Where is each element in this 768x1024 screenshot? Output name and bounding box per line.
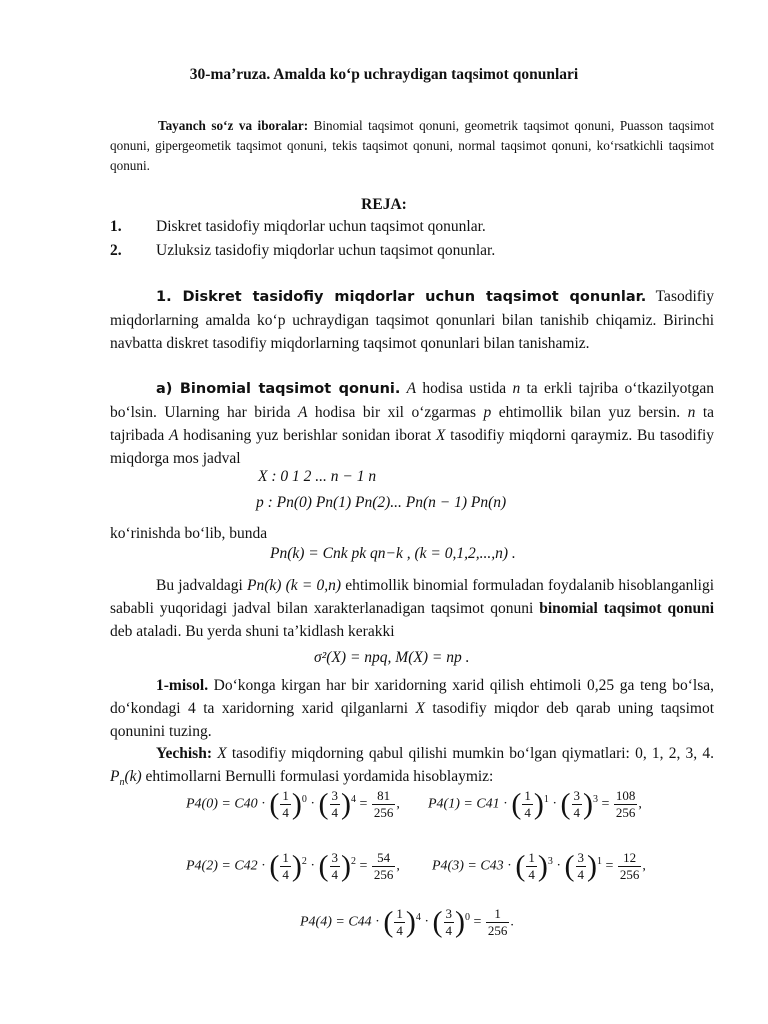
calc-p4-1: P4(1) = C41 · ( $\frac{1}{4}$ )$^1$ · ( $\frac{3}{4}$ )$^3$ = $\frac{108}{256}$ , — [428, 787, 642, 821]
denominator: 256 — [373, 805, 394, 820]
binomial-paragraph: a) Binomial taqsimot qonuni. A hodisa ustida n ta erkli tajriba o‘tkazilyotgan bo‘lsin. Ularning har birida A hodisa bir xil o‘zgarmas p ehtimollik bilan yuz bersin. n ta tajribada A hodisaning yuz berishlar sonidan iborat X tasodifiy miqdorni qaraymiz. Bu tasodifiy miqdorga mos jadval — [110, 380, 715, 467]
denominator: 256 — [619, 867, 640, 882]
distribution-table-p-row: p : Pn(0) Pn(1) Pn(2)... Pn(n − 1) Pn(n) — [256, 494, 507, 511]
numerator: 12 — [618, 850, 642, 867]
section1-text: Tasodifiy miqdorlarning amalda ko‘p uchraydigan taqsimot qonunlari bilan tanishib chiqamiz. Birinchi navbatta diskret tasodifiy miqdorlarning taqsimot qonunlari bilan tanishamiz. — [110, 288, 714, 352]
lecture-title: 30-ma’ruza. Amalda ko‘p uchraydigan taqsimot qonunlari — [189, 66, 579, 83]
text-span: Do‘konga kirgan har bir xaridorning xarid qilish ehtimoli 0,25 ga teng bo‘lsa, do‘kondagi 4 ta xaridorning xarid qilganlarni — [110, 677, 714, 717]
text-span: tasodifiy miqdorning qabul qilishi mumkin bo‘lgan qiymatlari: 0, 1, 2, 3, 4. — [231, 745, 714, 762]
calc-lhs: P4(2) = C42 — [186, 858, 258, 874]
text-span: hodisa ustida — [422, 380, 507, 397]
calc-p4-3: P4(3) = C43 · ( $\frac{1}{4}$ )$^3$ · ( $\frac{3}{4}$ )$^1$ = $\frac{12}{256}$ , — [432, 849, 646, 883]
solution-label: Yechish: — [156, 745, 212, 762]
text-span: ehtimollik binomial formuladan foydalanib hisoblanganligi sababli yuqoridagi jadval bilan xarakterlanadigan taqsimot qonuni — [110, 577, 715, 617]
plan-item-text: Diskret tasidofiy miqdorlar uchun taqsimot qonunlar. — [156, 218, 486, 235]
keywords-text: Binomial taqsimot qonuni, geometrik taqsimot qonuni, Puasson taqsimot qonuni, gipergeometik taqsimot qonuni, tekis taqsimot qonuni, normal taqsimot qonuni, ko‘rsatkichli taqsimot qonuni. — [110, 118, 714, 173]
numerator: 1 — [486, 906, 510, 923]
binomial-description — [110, 574, 714, 643]
denominator: 256 — [373, 867, 394, 882]
exponent: 0 — [301, 794, 307, 806]
text-span: tasodifiy miqdorni qaraymiz. Bu tasodifiy miqdorga mos jadval — [110, 427, 715, 467]
exponent: 1 — [597, 856, 603, 868]
exponent: 4 — [415, 912, 421, 924]
exponent: 3 — [547, 856, 553, 868]
text-span: tasodifiy miqdor deb qarab uning taqsimot qonunini tuzing. — [110, 700, 715, 740]
exponent: 3 — [593, 794, 599, 806]
keywords-paragraph — [110, 116, 714, 176]
denominator: 256 — [615, 805, 636, 820]
denominator: 256 — [487, 923, 508, 938]
plan-item-number: 2. — [110, 242, 122, 259]
text-span: ehtimollarni Bernulli formulasi yordamida hisoblaymiz: — [145, 768, 494, 785]
numerator: 108 — [615, 788, 636, 803]
example-label: 1-misol. — [156, 677, 209, 694]
text-span: ta erkli tajriba o‘tkazilyotgan bo‘lsin. Ularning har birida — [110, 380, 715, 421]
binomial-heading: a) Binomial taqsimot qonuni. — [156, 381, 401, 397]
example-paragraph: 1-misol. Do‘konga kirgan har bir xaridorning xarid qilish ehtimoli 0,25 ga teng bo‘lsa, do‘kondagi 4 ta xaridorning xarid qilganlarni X tasodifiy miqdor deb qarab uning taqsimot qonunini tuzing. — [110, 677, 715, 740]
text-span: ehtimollik bilan yuz bersin. — [498, 404, 681, 421]
text-span: ta tajribada — [110, 404, 715, 444]
calc-p4-0: P4(0) = C40 · ( $\frac{1}{4}$ )$^0$ · ( $\frac{3}{4}$ )$^4$ = $\frac{81}{256}$ , — [186, 787, 400, 821]
keywords-label: Tayanch so‘z va iboralar: — [158, 118, 309, 133]
exponent: 1 — [543, 794, 549, 806]
numerator: 54 — [372, 850, 396, 867]
text-span: Bu jadvaldagi — [156, 577, 243, 594]
exponent: 2 — [351, 856, 357, 868]
text-span: hodisaning yuz berishlar sonidan iborat — [183, 427, 432, 444]
section1-heading: 1. Diskret tasidofiy miqdorlar uchun taqsimot qonunlar. — [156, 289, 647, 305]
plan-item-number: 1. — [110, 218, 122, 235]
binomial-term: binomial taqsimot qonuni — [539, 600, 715, 617]
text-span: deb ataladi. Bu yerda shuni ta’kidlash kerakki — [110, 623, 395, 640]
calc-p4-4: P4(4) = C44 · ( $\frac{1}{4}$ )$^4$ · ( $\frac{3}{4}$ )$^0$ = $\frac{1}{256}$ . — [300, 905, 514, 939]
moments-formula: σ²(X) = npq, M(X) = np . — [314, 649, 470, 666]
numerator: 81 — [372, 788, 396, 805]
calc-lhs: P4(3) = C43 — [432, 858, 504, 874]
binomial-formula: Pn(k) = Cnk pk qn−k , (k = 0,1,2,...,n) . — [270, 545, 516, 562]
plan-item-text: Uzluksiz tasidofiy miqdorlar uchun taqsimot qonunlar. — [156, 242, 496, 259]
plan-heading: REJA: — [361, 196, 407, 213]
calc-lhs: P4(0) = C40 — [186, 796, 258, 812]
plan-item — [110, 218, 486, 236]
calc-lhs: P4(1) = C41 — [428, 796, 500, 812]
after-table-text: ko‘rinishda bo‘lib, bunda — [110, 525, 268, 542]
text-span: hodisa bir xil o‘zgarmas — [314, 404, 476, 421]
calc-p4-2: P4(2) = C42 · ( $\frac{1}{4}$ )$^2$ · ( $\frac{3}{4}$ )$^2$ = $\frac{54}{256}$ , — [186, 849, 400, 883]
solution-paragraph: Yechish: X tasodifiy miqdorning qabul qilishi mumkin bo‘lgan qiymatlari: 0, 1, 2, 3, 4. $P_n(k)$ ehtimollarni Bernulli formulasi yordamida hisoblaymiz: — [110, 745, 714, 789]
exponent: 4 — [351, 794, 357, 806]
distribution-table-x-row: X : 0 1 2 ... n − 1 n — [258, 468, 377, 485]
exponent: 0 — [465, 912, 471, 924]
exponent: 2 — [301, 856, 307, 868]
math-span: Pn(k) (k = 0,n) — [247, 577, 341, 594]
section1-paragraph — [110, 285, 714, 355]
plan-item — [110, 242, 495, 260]
calc-lhs: P4(4) = C44 — [300, 914, 372, 930]
